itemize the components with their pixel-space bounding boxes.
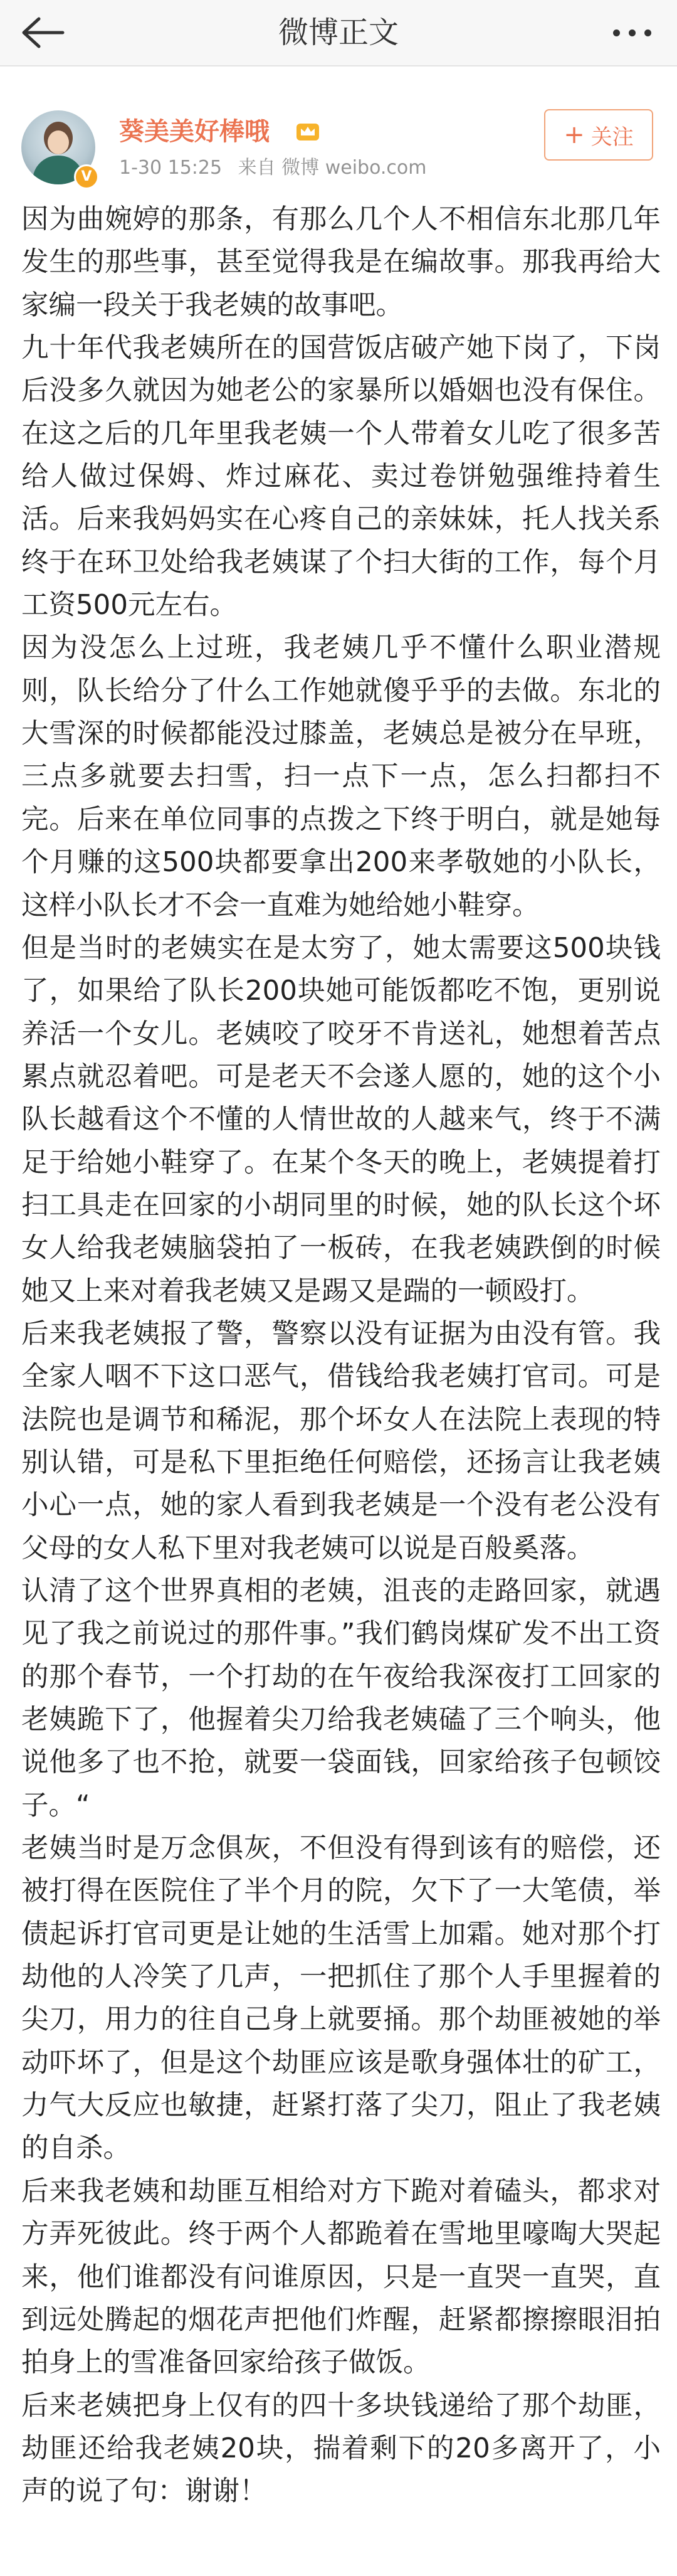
post-paragraph: 因为曲婉婷的那条，有那么几个人不相信东北那几年发生的那些事，甚至觉得我是在编故事。那我再给大家编一段关于我老姨的故事吧。 — [21, 204, 661, 321]
post-meta — [119, 154, 437, 182]
post-source: 来自 微博 weibo.com — [238, 157, 427, 179]
post-paragraph: 后来我老姨和劫匪互相给对方下跪对着磕头，都求对方弄死彼此。终于两个人都跪着在雪地里嚎啕大哭起来，他们谁都没有问谁原因，只是一直哭一直哭，直到远处腾起的烟花声把他们炸醒，赶紧都擦擦眼泪拍拍身上的雪准备回家给孩子做饭。 — [21, 2175, 661, 2379]
post-paragraph: 后来老姨把身上仅有的四十多块钱递给了那个劫匪，劫匪还给我老姨20块，揣着剩下的20多离开了，小声的说了句：谢谢！ — [21, 2390, 661, 2508]
post-paragraph: 但是当时的老姨实在是太穷了，她太需要这500块钱了，如果给了队长200块她可能饭都吃不饱，更别说养活一个女儿。老姨咬了咬牙不肯送礼，她想着苦点累点就忍着吧。可是老天不会遂人愿的，她的这个小队长越看这个不懂的人情世故的人越来气，终于不满足于给她小鞋穿了。在某个冬天的晚上，老姨提着打扫工具走在回家的小胡同里的时候，她的队长这个坏女人给我老姨脑袋拍了一板砖，在我老姨跌倒的时候她又上来对着我老姨又是踢又是踹的一顿殴打。 — [21, 932, 661, 1307]
post-time: 1-30 15:25 — [119, 157, 223, 179]
top-navbar — [0, 0, 677, 66]
plus-icon: + — [564, 120, 585, 149]
back-button[interactable] — [18, 13, 68, 53]
more-dots-icon — [613, 29, 620, 36]
crown-icon — [296, 122, 320, 142]
post-paragraph: 老姨当时是万念俱灰，不但没有得到该有的赔偿，还被打得在医院住了半个月的院，欠下了一大笔债，举债起诉打官司更是让她的生活雪上加霜。她对那个打劫他的人冷笑了几声，一把抓住了那个人手里握着的尖刀，用力的往自己身上就要捅。那个劫匪被她的举动吓坏了，但是这个劫匪应该是歌身强体壮的矿工，力气大反应也敏捷，赶紧打落了尖刀，阻止了我老姨的自杀。 — [21, 1833, 661, 2165]
back-arrow-icon — [20, 16, 65, 49]
post-content — [21, 198, 661, 2513]
vip-icon: V — [74, 164, 99, 189]
follow-button[interactable] — [544, 109, 653, 161]
post-paragraph: 因为没怎么上过班，我老姨几乎不懂什么职业潜规则，队长给分了什么工作她就傻乎乎的去做。东北的大雪深的时候都能没过膝盖，老姨总是被分在早班，三点多就要去扫雪，扫一点下一点，怎么扫都扫不完。后来在单位同事的点拨之下终于明白，就是她每个月赚的这500块都要拿出200来孝敬她的小队长，这样小队长才不会一直难为她给她小鞋穿。 — [21, 632, 661, 921]
post-paragraph: 后来我老姨报了警，警察以没有证据为由没有管。我全家人咽不下这口恶气，借钱给我老姨打官司。可是法院也是调节和稀泥，那个坏女人在法院上表现的特别认错，可是私下里拒绝任何赔偿，还扬言让我老姨小心一点，她的家人看到我老姨是一个没有老公没有父母的女人私下里对我老姨可以说是百般奚落。 — [21, 1318, 661, 1564]
follow-label: 关注 — [590, 124, 634, 150]
author-name[interactable]: 葵美美好棒哦 — [119, 117, 270, 146]
post-paragraph: 认清了这个世界真相的老姨，沮丧的走路回家，就遇见了我之前说过的那件事。”我们鹤岗煤矿发不出工资的那个春节，一个打劫的在午夜给我深夜打工回家的老姨跪下了，他握着尖刀给我老姨磕了三个响头，他说他多了也不抢，就要一袋面钱，回家给孩子包顿饺子。“ — [21, 1576, 661, 1821]
page-title: 微博正文 — [278, 15, 399, 50]
post-paragraph: 九十年代我老姨所在的国营饭店破产她下岗了，下岗后没多久就因为她老公的家暴所以婚姻也没有保住。在这之后的几年里我老姨一个人带着女儿吃了很多苦给人做过保姆、炸过麻花、卖过卷饼勉强维持着生活。后来我妈妈实在心疼自己的亲妹妹，托人找关系终于在环卫处给我老姨谋了个扫大街的工作，每个月工资500元左右。 — [21, 332, 661, 622]
more-button[interactable] — [601, 14, 663, 51]
post-header — [0, 66, 677, 189]
